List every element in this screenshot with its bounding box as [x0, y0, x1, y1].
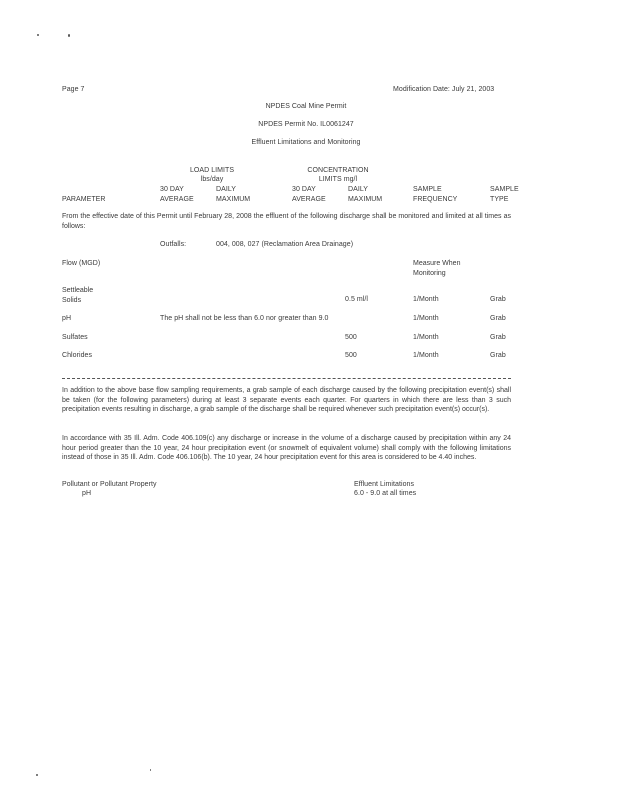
ph-note: The pH shall not be less than 6.0 nor greater than 9.0	[160, 315, 329, 322]
parameter-settleable-solids: Settleable Solids	[62, 287, 94, 304]
settleable-solids-max: 0.5 ml/l	[345, 296, 368, 303]
chlorides-max: 500	[345, 352, 357, 359]
load-30day-heading: 30 DAY	[160, 186, 184, 193]
load-daily-heading: DAILY	[216, 186, 236, 193]
sample-frequency-heading-1: SAMPLE	[413, 186, 442, 193]
intro-paragraph: From the effective date of this Permit until February 28, 2008 the effluent of the following discharge shall be monitored and limited at all times as follows:	[62, 213, 511, 230]
section-title: Effluent Limitations and Monitoring	[251, 139, 361, 146]
load-average-heading: AVERAGE	[160, 196, 194, 203]
parameter-sulfates: Sulfates	[62, 334, 88, 341]
pollutant-property-heading: Pollutant or Pollutant Property	[62, 481, 157, 488]
chlorides-type: Grab	[490, 352, 506, 359]
ph-frequency: 1/Month	[413, 315, 439, 322]
sample-frequency-heading-2: FREQUENCY	[413, 196, 458, 203]
outfall-label: Outfalls:	[160, 241, 187, 248]
scan-speck	[36, 774, 38, 776]
scan-speck	[68, 34, 70, 37]
outfall-value: 004, 008, 027 (Reclamation Area Drainage)	[216, 241, 354, 248]
effluent-limitations-heading: Effluent Limitations	[354, 481, 415, 488]
settleable-solids-type: Grab	[490, 296, 506, 303]
conc-maximum-heading: MAXIMUM	[348, 196, 383, 203]
settleable-solids-frequency: 1/Month	[413, 296, 439, 303]
ph-type: Grab	[490, 315, 506, 322]
modification-date: Modification Date: July 21, 2003	[393, 86, 495, 93]
parameter-heading: PARAMETER	[62, 196, 106, 203]
sulfates-max: 500	[345, 334, 357, 341]
page-number: Page 7	[62, 86, 85, 93]
pollutant-property-value: pH	[82, 490, 92, 497]
conc-30day-heading: 30 DAY	[292, 186, 316, 193]
parameter-ph: pH	[62, 315, 72, 322]
flow-frequency: Measure When Monitoring	[413, 260, 461, 277]
section-divider	[62, 378, 511, 379]
conc-average-heading: AVERAGE	[292, 196, 326, 203]
scan-speck	[37, 34, 39, 36]
precipitation-sampling-paragraph: In addition to the above base flow sampling requirements, a grab sample of each discharge caused by the following precipitation event(s) shall be taken (for the following parameters) during at least 3 separate events each quarter. For quarters in which there are less than 3 such precipitation events resulting in discharge, a grab sample of the discharge shall be required whenever such precipitation event(s) occur(s).	[62, 387, 511, 413]
sulfates-type: Grab	[490, 334, 506, 341]
conc-daily-heading: DAILY	[348, 186, 368, 193]
document-title: NPDES Coal Mine Permit	[265, 103, 347, 110]
load-limits-heading: LOAD LIMITS	[189, 167, 235, 174]
load-maximum-heading: MAXIMUM	[216, 196, 251, 203]
sulfates-frequency: 1/Month	[413, 334, 439, 341]
scan-speck	[150, 769, 151, 771]
parameter-chlorides: Chlorides	[62, 352, 93, 359]
sample-type-heading-1: SAMPLE	[490, 186, 519, 193]
parameter-flow: Flow (MGD)	[62, 260, 101, 267]
effluent-limitations-value: 6.0 - 9.0 at all times	[354, 490, 417, 497]
concentration-heading: CONCENTRATION	[307, 167, 369, 174]
sample-type-heading-2: TYPE	[490, 196, 509, 203]
permit-number: NPDES Permit No. IL0061247	[258, 121, 354, 128]
chlorides-frequency: 1/Month	[413, 352, 439, 359]
precipitation-event-paragraph: In accordance with 35 Ill. Adm. Code 406.109(c) any discharge or increase in the volume of a discharge caused by precipitation within any 24 hour period greater than the 10 year, 24 hour precipitation event (or snowmelt of equivalent volume) shall comply with the following limitations instead of those in 35 Ill. Adm. Code 406.106(b). The 10 year, 24 hour precipitation event for this area is considered to be 4.40 inches.	[62, 435, 511, 461]
limits-mgl-heading: LIMITS mg/l	[318, 176, 358, 183]
lbs-day-heading: lbs/day	[200, 176, 224, 183]
